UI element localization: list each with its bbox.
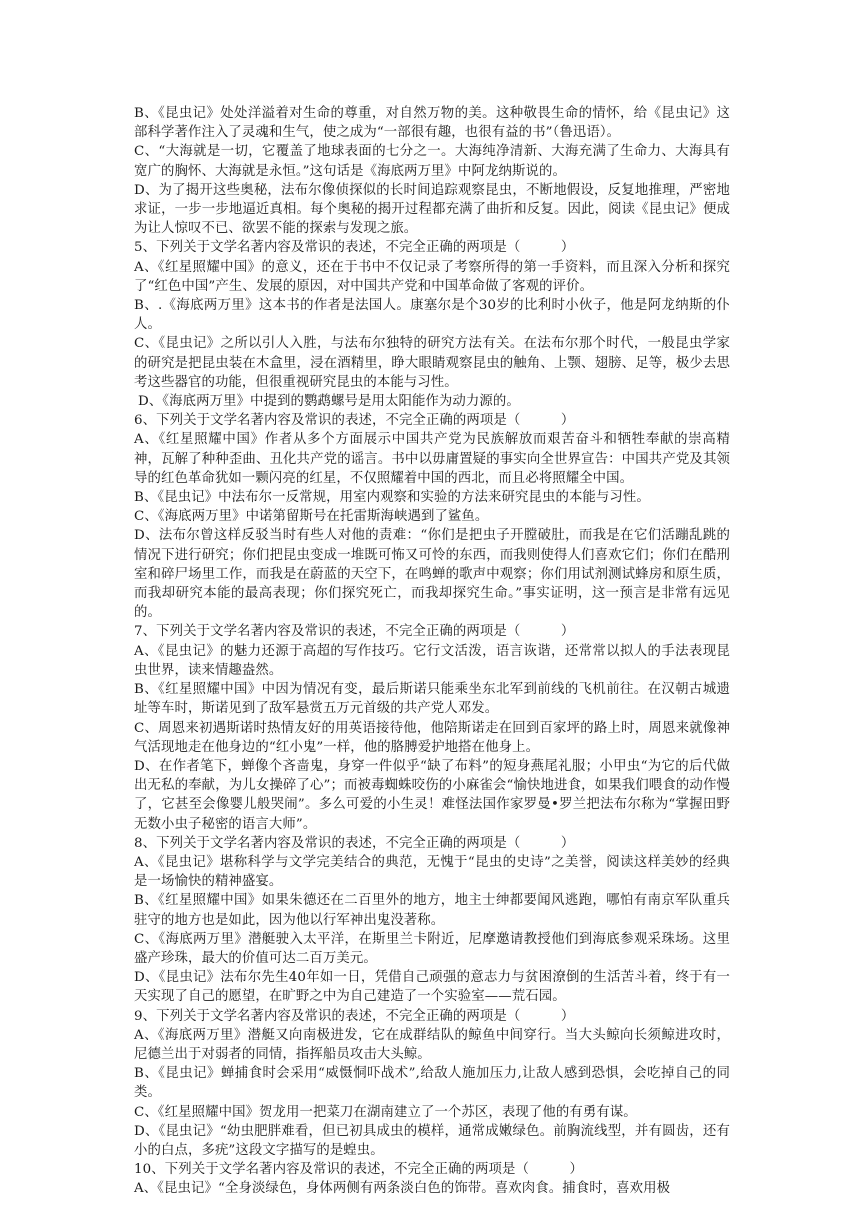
option-d-q5: D、《海底两万里》中提到的鹦鹉螺号是用太阳能作为动力源的。 xyxy=(138,394,520,410)
option-c-q7: C、周恩来初遇斯诺时热情友好的用英语接待他，他陪斯诺走在回到百家坪的路上时，周恩来就像神气活现地走在他身边的“红小鬼”一样，他的胳膊爱护地搭在他身上。 xyxy=(134,720,730,755)
option-b-q7: B、《红星照耀中国》中因为情况有变，最后斯诺只能乘坐东北军到前线的飞机前往。在汉朝古城遗址等车时，斯诺见到了敌军悬赏五万元首级的共产党人邓发。 xyxy=(134,682,730,717)
option-c-q4: C、“大海就是一切，它覆盖了地球表面的七分之一。大海纯净清新、大海充满了生命力、大海具有宽广的胸怀、大海就是永恒。”这句话是《海底两万里》中阿龙纳斯说的。 xyxy=(134,144,730,179)
option-a-q7: A、《昆虫记》的魅力还源于高超的写作技巧。它行文活泼，语言诙谐，还常常以拟人的手法表现昆虫世界，读来情趣盎然。 xyxy=(134,643,730,678)
option-b-q5: B、.《海底两万里》这本书的作者是法国人。康塞尔是个30岁的比利时小伙子，他是阿龙纳斯的仆人。 xyxy=(134,298,730,333)
question-10: 10、下列关于文学名著内容及常识的表述，不完全正确的两项是（ ） xyxy=(134,1162,583,1178)
option-c-q5: C、《昆虫记》之所以引人入胜，与法布尔独特的研究方法有关。在法布尔那个时代，一般昆虫学家的研究是把昆虫装在木盒里，浸在酒精里，睁大眼睛观察昆虫的触角、上颚、翅膀、足等，极少去思考这些器官的功能，但很重视研究昆虫的本能与习性。 xyxy=(134,336,730,390)
option-a-q6: A、《红星照耀中国》作者从多个方面展示中国共产党为民族解放而艰苦奋斗和牺牲奉献的崇高精神，瓦解了种种歪曲、丑化共产党的谣言。书中以毋庸置疑的事实向全世界宣告：中国共产党及其领导的红色革命犹如一颗闪亮的红星，不仅照耀着中国的西北，而且必将照耀全中国。 xyxy=(134,432,730,486)
option-c-q6: C、《海底两万里》中诺第留斯号在托雷斯海峡遇到了鲨鱼。 xyxy=(134,509,489,525)
option-d-q9: D、《昆虫记》“幼虫肥胖难看，但已初具成虫的模样，通常成嫩绿色。前胸流线型，并有圆齿，还有小的白点，多疣”这段文字描写的是蝗虫。 xyxy=(134,1123,730,1158)
option-d-q4: D、为了揭开这些奥秘，法布尔像侦探似的长时间追踪观察昆虫，不断地假设，反复地推理，严密地求证，一步一步地逼近真相。每个奥秘的揭开过程都充满了曲折和反复。因此，阅读《昆虫记》便成为让人惊叹不已、欲罢不能的探索与发现之旅。 xyxy=(134,182,730,237)
option-a-q9: A、《海底两万里》潜艇又向南极进发，它在成群结队的鲸鱼中间穿行。当大头鲸向长须鲸进攻时，尼德兰出于对弱者的同情，指挥船员攻击大头鲸。 xyxy=(134,1027,730,1062)
question-8: 8、下列关于文学名著内容及常识的表述，不完全正确的两项是（ ） xyxy=(134,835,575,851)
option-d-q8: D、《昆虫记》法布尔先生40年如一日，凭借自己顽强的意志力与贫困潦倒的生活苦斗着，终于有一天实现了自己的愿望，在旷野之中为自己建造了一个实验室——荒石园。 xyxy=(134,970,730,1005)
option-b-q6: B、《昆虫记》中法布尔一反常规，用室内观察和实验的方法来研究昆虫的本能与习性。 xyxy=(134,490,650,506)
option-b-q9: B、《昆虫记》蝉捕食时会采用“威慑恫吓战术”,给敌人施加压力,让敌人感到恐惧，会吃掉自己的同类。 xyxy=(134,1066,730,1101)
question-6: 6、下列关于文学名著内容及常识的表述，不完全正确的两项是（ ） xyxy=(134,413,575,429)
option-a-q8: A、《昆虫记》堪称科学与文学完美结合的典范，无愧于“昆虫的史诗”之美誉，阅读这样美妙的经典是一场愉快的精神盛宴。 xyxy=(134,854,730,890)
option-a-q5: A、《红星照耀中国》的意义，还在于书中不仅记录了考察所得的第一手资料，而且深入分析和探究了“红色中国”产生、发展的原因，对中国共产党和中国革命做了客观的评价。 xyxy=(134,259,730,294)
option-c-q8: C、《海底两万里》潜艇驶入太平洋，在斯里兰卡附近，尼摩邀请教授他们到海底参观采珠场。这里盛产珍珠，最大的价值可达二百万美元。 xyxy=(134,931,730,966)
option-d-q6: D、法布尔曾这样反驳当时有些人对他的责难：“你们是把虫子开膛破肚，而我是在它们活蹦乱跳的情况下进行研究；你们把昆虫变成一堆既可怖又可怜的东西，而我则使得人们喜欢它们；你们在酷刑室和碎尸场里工作，而我是在蔚蓝的天空下，在鸣蝉的歌声中观察；你们用试剂测试蜂房和原生质，而我却研究本能的最高表现；你们探究死亡，而我却探究生命。”事实证明，这一预言是非常有远见的。 xyxy=(134,528,730,621)
option-c-q9: C、《红星照耀中国》贺龙用一把菜刀在湖南建立了一个苏区，表现了他的有勇有谋。 xyxy=(134,1104,637,1120)
question-9: 9、下列关于文学名著内容及常识的表述，不完全正确的两项是（ ） xyxy=(134,1008,575,1024)
option-d-q7: D、在作者笔下，蝉像个吝啬鬼，身穿一件似乎“缺了布料”的短身燕尾礼服；小甲虫“为它的后代做出无私的奉献，为儿女操碎了心”；而被毒蜘蛛咬伤的小麻雀会“愉快地进食，如果我们喂食的动作慢了，它甚至会像婴儿般哭闹”。多么可爱的小生灵！难怪法国作家罗曼•罗兰把法布尔称为“掌握田野无数小虫子秘密的语言大师”。 xyxy=(134,758,730,832)
option-a-q10: A、《昆虫记》“全身淡绿色，身体两侧有两条淡白色的饰带。喜欢肉食。捕食时，喜欢用极 xyxy=(134,1181,671,1197)
option-b-q4: B、《昆虫记》处处洋溢着对生命的尊重，对自然万物的美。这种敬畏生命的情怀，给《昆虫记》这部科学著作注入了灵魂和生气，使之成为“一部很有趣，也很有益的书”（鲁迅语）。 xyxy=(134,106,730,141)
question-5: 5、下列关于文学名著内容及常识的表述，不完全正确的两项是（ ） xyxy=(134,240,575,256)
option-b-q8: B、《红星照耀中国》如果朱德还在二百里外的地方，地主士绅都要闻风逃跑，哪怕有南京军队重兵驻守的地方也是如此，因为他以行军神出鬼没著称。 xyxy=(134,893,730,928)
question-7: 7、下列关于文学名著内容及常识的表述，不完全正确的两项是（ ） xyxy=(134,624,575,640)
document-page xyxy=(134,104,730,1199)
